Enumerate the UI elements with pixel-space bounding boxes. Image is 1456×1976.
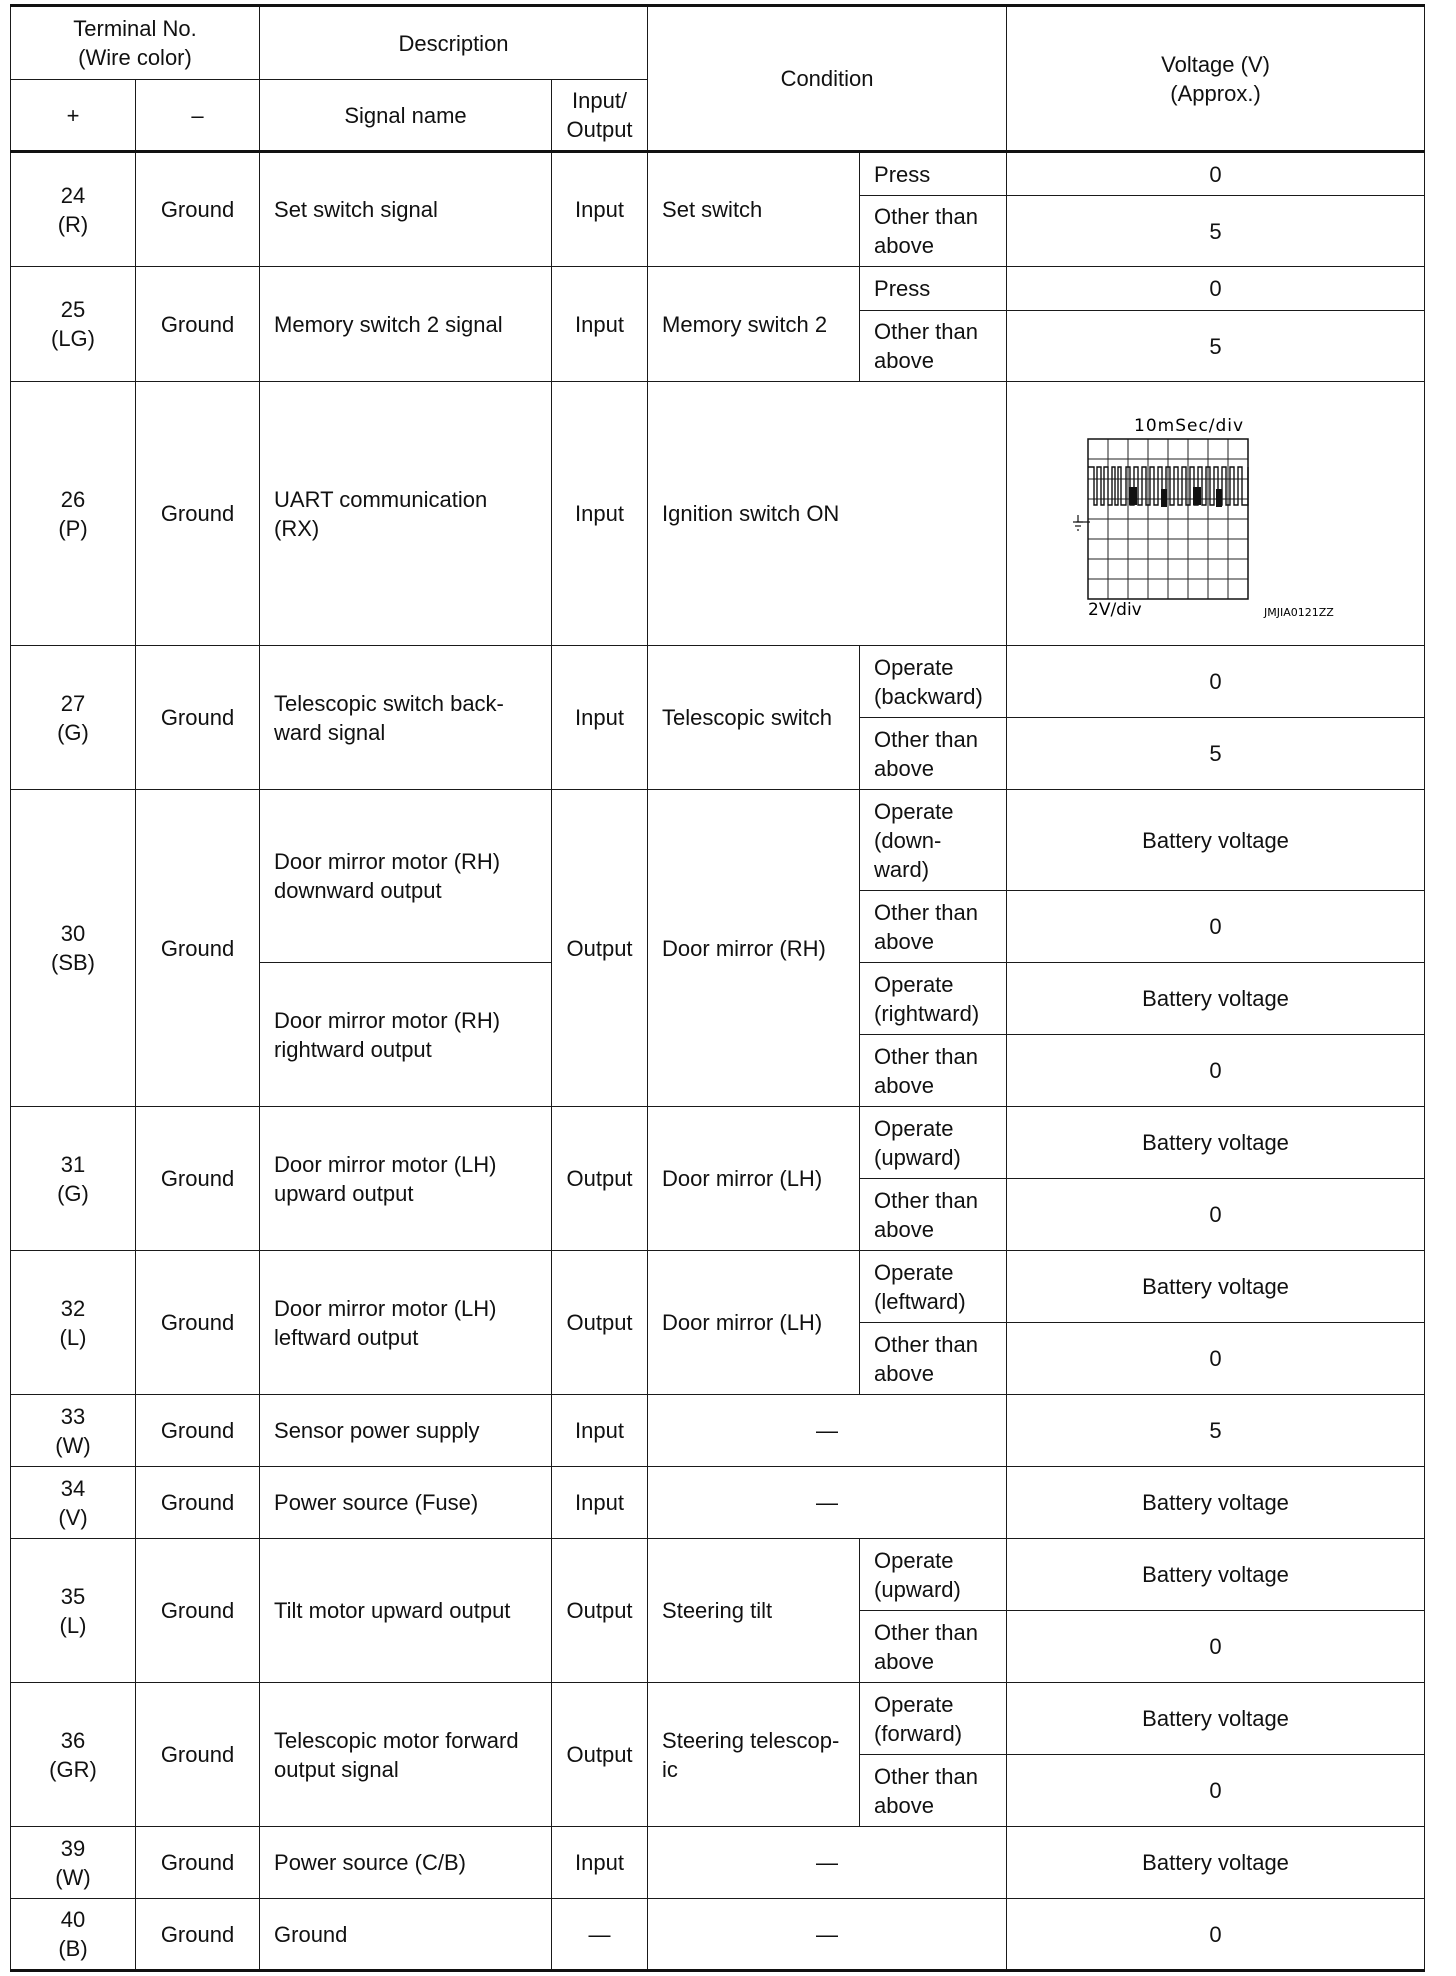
table-row	[11, 646, 1425, 718]
voltage-cell: 0	[1007, 1035, 1425, 1107]
waveform-cell	[1007, 382, 1425, 646]
io-cell: Input	[552, 646, 648, 790]
sub-condition-cell: Operate (upward)	[860, 1539, 1007, 1611]
terminal-cell: 34 (V)	[11, 1467, 136, 1539]
signal-cell: Sensor power supply	[260, 1395, 552, 1467]
terminal-cell: 35 (L)	[11, 1539, 136, 1683]
terminal-cell: 40 (B)	[11, 1899, 136, 1971]
signal-cell: Tilt motor upward output	[260, 1539, 552, 1683]
terminal-cell: 27 (G)	[11, 646, 136, 790]
sub-condition-cell: Other than above	[860, 311, 1007, 382]
voltage-cell: Battery voltage	[1007, 1539, 1425, 1611]
minus-cell: Ground	[136, 152, 260, 267]
oscilloscope-waveform	[1066, 409, 1366, 619]
table-row	[11, 1395, 1425, 1467]
io-cell: —	[552, 1899, 648, 1971]
voltage-header: Voltage (V) (Approx.)	[1007, 6, 1425, 152]
table-row	[11, 382, 1425, 646]
sub-condition-cell: Other than above	[860, 196, 1007, 267]
condition-cell: Steering tilt	[648, 1539, 860, 1683]
terminal-cell: 31 (G)	[11, 1107, 136, 1251]
sub-condition-cell: Other than above	[860, 718, 1007, 790]
terminal-cell: 25 (LG)	[11, 267, 136, 382]
signal-cell: Power source (Fuse)	[260, 1467, 552, 1539]
condition-cell: Set switch	[648, 152, 860, 267]
sub-condition-cell: Other than above	[860, 1035, 1007, 1107]
terminal-no-header: Terminal No. (Wire color)	[11, 6, 260, 80]
condition-cell: Steering telescop- ic	[648, 1683, 860, 1827]
description-header: Description	[260, 6, 648, 80]
terminal-table	[10, 4, 1425, 1972]
sub-condition-cell: Operate (down- ward)	[860, 790, 1007, 891]
io-cell: Output	[552, 1251, 648, 1395]
table-row	[11, 1251, 1425, 1323]
voltage-cell: 0	[1007, 1323, 1425, 1395]
voltage-cell: 0	[1007, 1755, 1425, 1827]
voltage-cell: 0	[1007, 646, 1425, 718]
table-row	[11, 790, 1425, 891]
plus-header: +	[11, 80, 136, 152]
volt-division-label: 2V/div	[1087, 599, 1142, 619]
condition-cell: —	[648, 1827, 1007, 1899]
voltage-cell: Battery voltage	[1007, 1251, 1425, 1323]
minus-cell: Ground	[136, 1683, 260, 1827]
sub-condition-cell: Other than above	[860, 1611, 1007, 1683]
condition-cell: —	[648, 1899, 1007, 1971]
voltage-cell: 0	[1007, 891, 1425, 963]
terminal-table-wrapper	[10, 4, 1425, 1972]
figure-code: JMJIA0121ZZ	[1263, 605, 1334, 619]
voltage-cell: Battery voltage	[1007, 1467, 1425, 1539]
voltage-cell: 5	[1007, 311, 1425, 382]
io-cell: Input	[552, 152, 648, 267]
minus-cell: Ground	[136, 646, 260, 790]
voltage-cell: Battery voltage	[1007, 790, 1425, 891]
minus-cell: Ground	[136, 382, 260, 646]
table-row	[11, 1683, 1425, 1755]
io-cell: Output	[552, 790, 648, 1107]
minus-cell: Ground	[136, 267, 260, 382]
sub-condition-cell: Operate (upward)	[860, 1107, 1007, 1179]
signal-cell: Door mirror motor (RH) downward output	[260, 790, 552, 963]
input-output-header: Input/ Output	[552, 80, 648, 152]
sub-condition-cell: Other than above	[860, 891, 1007, 963]
minus-cell: Ground	[136, 1467, 260, 1539]
terminal-cell: 39 (W)	[11, 1827, 136, 1899]
signal-cell: Door mirror motor (LH) upward output	[260, 1107, 552, 1251]
table-row	[11, 1827, 1425, 1899]
signal-cell: Power source (C/B)	[260, 1827, 552, 1899]
signal-name-header: Signal name	[260, 80, 552, 152]
table-row	[11, 1107, 1425, 1179]
condition-cell: Ignition switch ON	[648, 382, 1007, 646]
condition-cell: Memory switch 2	[648, 267, 860, 382]
minus-cell: Ground	[136, 1827, 260, 1899]
signal-cell: Door mirror motor (RH) rightward output	[260, 963, 552, 1107]
voltage-cell: 0	[1007, 152, 1425, 196]
io-cell: Output	[552, 1107, 648, 1251]
condition-cell: Door mirror (LH)	[648, 1251, 860, 1395]
time-division-label: 10mSec/div	[1133, 415, 1244, 436]
condition-cell: Telescopic switch	[648, 646, 860, 790]
terminal-cell: 36 (GR)	[11, 1683, 136, 1827]
minus-cell: Ground	[136, 1899, 260, 1971]
table-row	[11, 152, 1425, 196]
minus-cell: Ground	[136, 1539, 260, 1683]
signal-cell: Telescopic switch back- ward signal	[260, 646, 552, 790]
voltage-cell: Battery voltage	[1007, 1683, 1425, 1755]
voltage-cell: Battery voltage	[1007, 1827, 1425, 1899]
terminal-cell: 30 (SB)	[11, 790, 136, 1107]
table-row	[11, 1467, 1425, 1539]
voltage-cell: Battery voltage	[1007, 963, 1425, 1035]
table-row	[11, 267, 1425, 311]
condition-cell: Door mirror (RH)	[648, 790, 860, 1107]
terminal-cell: 24 (R)	[11, 152, 136, 267]
sub-condition-cell: Other than above	[860, 1179, 1007, 1251]
sub-condition-cell: Operate (backward)	[860, 646, 1007, 718]
io-cell: Output	[552, 1539, 648, 1683]
voltage-cell: Battery voltage	[1007, 1107, 1425, 1179]
condition-cell: Door mirror (LH)	[648, 1107, 860, 1251]
terminal-cell: 26 (P)	[11, 382, 136, 646]
table-row	[11, 1899, 1425, 1971]
voltage-cell: 5	[1007, 718, 1425, 790]
terminal-cell: 33 (W)	[11, 1395, 136, 1467]
minus-cell: Ground	[136, 1251, 260, 1395]
condition-header: Condition	[648, 6, 1007, 152]
voltage-cell: 0	[1007, 267, 1425, 311]
voltage-cell: 0	[1007, 1899, 1425, 1971]
io-cell: Output	[552, 1683, 648, 1827]
sub-condition-cell: Press	[860, 152, 1007, 196]
io-cell: Input	[552, 1827, 648, 1899]
signal-cell: Set switch signal	[260, 152, 552, 267]
condition-cell: —	[648, 1467, 1007, 1539]
sub-condition-cell: Operate (leftward)	[860, 1251, 1007, 1323]
minus-cell: Ground	[136, 790, 260, 1107]
voltage-cell: 0	[1007, 1611, 1425, 1683]
minus-cell: Ground	[136, 1395, 260, 1467]
minus-header: –	[136, 80, 260, 152]
signal-cell: Memory switch 2 signal	[260, 267, 552, 382]
terminal-cell: 32 (L)	[11, 1251, 136, 1395]
signal-cell: Ground	[260, 1899, 552, 1971]
signal-cell: Door mirror motor (LH) leftward output	[260, 1251, 552, 1395]
voltage-cell: 5	[1007, 1395, 1425, 1467]
signal-cell: Telescopic motor forward output signal	[260, 1683, 552, 1827]
io-cell: Input	[552, 1395, 648, 1467]
io-cell: Input	[552, 1467, 648, 1539]
io-cell: Input	[552, 382, 648, 646]
io-cell: Input	[552, 267, 648, 382]
table-row	[11, 1539, 1425, 1611]
voltage-cell: 5	[1007, 196, 1425, 267]
sub-condition-cell: Other than above	[860, 1323, 1007, 1395]
signal-cell: UART communication (RX)	[260, 382, 552, 646]
sub-condition-cell: Operate (rightward)	[860, 963, 1007, 1035]
sub-condition-cell: Other than above	[860, 1755, 1007, 1827]
sub-condition-cell: Press	[860, 267, 1007, 311]
condition-cell: —	[648, 1395, 1007, 1467]
minus-cell: Ground	[136, 1107, 260, 1251]
sub-condition-cell: Operate (forward)	[860, 1683, 1007, 1755]
voltage-cell: 0	[1007, 1179, 1425, 1251]
